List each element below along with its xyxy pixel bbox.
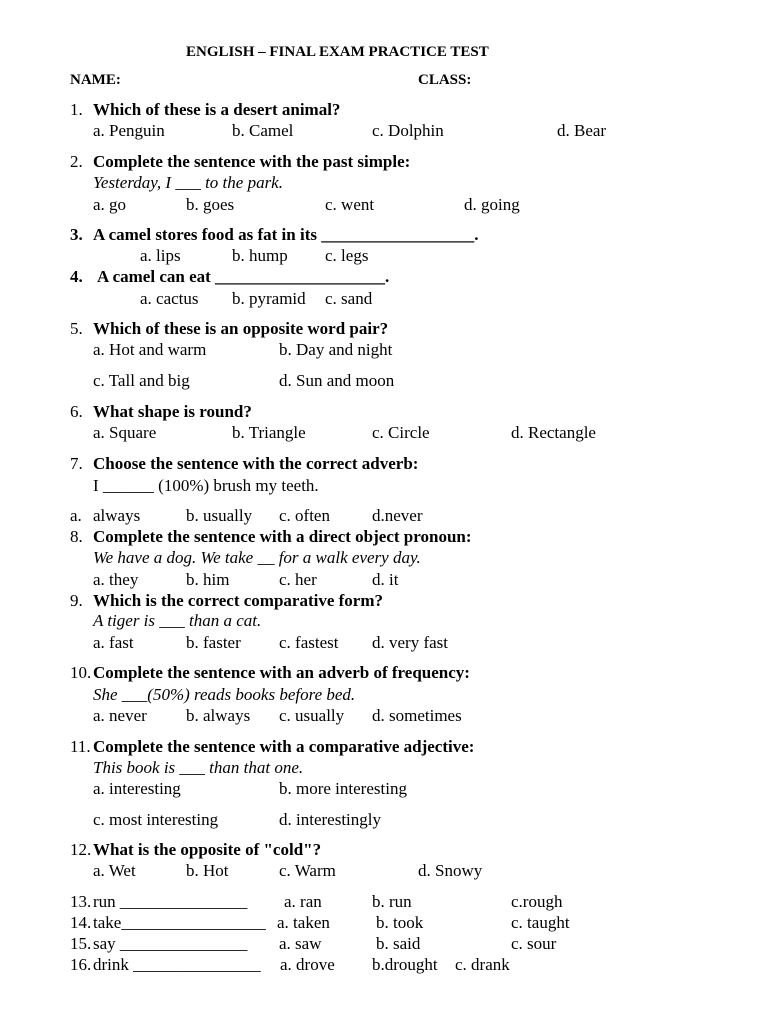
class-label: CLASS: [418,72,472,88]
verb-word: say _______________ [93,934,248,953]
option-c: c. Warm [279,861,336,880]
option-b: b. pyramid [232,289,306,308]
question-number: 3. [70,225,83,244]
option-d: d. sometimes [372,706,462,725]
option-b: b. usually [186,506,253,525]
question-prompt: This book is ___ than that one. [93,758,304,777]
option-b: b. Triangle [232,423,306,442]
option-d: d.never [372,506,423,525]
option-c: c. most interesting [93,810,219,829]
option-a-marker: a. [70,506,82,525]
option-a: a. Hot and warm [93,340,207,359]
option-b: b. run [372,892,412,911]
question-prompt: We have a dog. We take __ for a walk every day. [93,548,421,567]
option-d: d. Bear [557,121,607,140]
option-c: c.rough [511,892,563,911]
option-b: b. hump [232,246,288,265]
question-number: 13. [70,892,92,911]
option-c: c. often [279,506,330,525]
question-number: 4. [70,267,83,286]
option-b: b. faster [186,633,241,652]
question-prompt: Yesterday, I ___ to the park. [93,173,283,192]
question-prompt: She ___(50%) reads books before bed. [93,685,356,704]
option-c: c. taught [511,913,570,932]
option-b: b.drought [372,955,438,974]
question-text: Which is the correct comparative form? [93,591,384,610]
question-number: 14. [70,913,92,932]
option-a: a. never [93,706,147,725]
option-b: b. Day and night [279,340,393,359]
option-c: c. sour [511,934,557,953]
question-number: 12. [70,840,92,859]
option-b: b. took [376,913,424,932]
name-label: NAME: [70,72,121,88]
question-number: 5. [70,319,83,338]
option-a: a. Penguin [93,121,165,140]
question-number: 11. [70,737,91,756]
option-a: a. drove [280,955,335,974]
option-c: c. fastest [279,633,339,652]
option-c: c. Circle [372,423,430,442]
question-text: Which of these is an opposite word pair? [93,319,389,338]
option-b: b. him [186,570,230,589]
option-b: b. more interesting [279,779,407,798]
option-a: a. fast [93,633,134,652]
verb-word: take_________________ [93,913,266,932]
question-number: 2. [70,152,83,171]
question-number: 8. [70,527,83,546]
option-a: always [93,506,141,525]
question-number: 10. [70,663,92,682]
verb-word: run _______________ [93,892,248,911]
option-d: d. Sun and moon [279,371,395,390]
option-a: a. go [93,195,127,214]
option-b: b. Hot [186,861,229,880]
option-c: c. usually [279,706,345,725]
question-number: 9. [70,591,83,610]
page-title: ENGLISH – FINAL EXAM PRACTICE TEST [186,44,489,60]
question-number: 6. [70,402,83,421]
option-c: c. her [279,570,317,589]
option-a: a. saw [279,934,322,953]
option-b: b. said [376,934,421,953]
option-a: a. Wet [93,861,136,880]
option-b: b. goes [186,195,235,214]
option-c: c. legs [325,246,369,265]
question-prompt: I ______ (100%) brush my teeth. [93,476,319,495]
option-a: a. lips [140,246,181,265]
question-text: What is the opposite of "cold"? [93,840,322,859]
question-text: A camel stores food as fat in its __________________. [93,225,479,244]
option-d: d. Rectangle [511,423,596,442]
option-d: d. it [372,570,399,589]
option-a: a. they [93,570,139,589]
question-text: Complete the sentence with a direct object pronoun: [93,527,472,546]
option-c: c. Tall and big [93,371,190,390]
question-text: Complete the sentence with the past simple: [93,152,411,171]
option-c: c. Dolphin [372,121,444,140]
question-text: Complete the sentence with a comparative adjective: [93,737,475,756]
option-b: b. always [186,706,251,725]
option-a: a. taken [277,913,330,932]
option-b: b. Camel [232,121,294,140]
verb-word: drink _______________ [93,955,261,974]
question-number: 1. [70,100,83,119]
question-prompt: A tiger is ___ than a cat. [93,611,262,630]
option-d: d. Snowy [418,861,483,880]
question-number: 15. [70,934,92,953]
question-text: What shape is round? [93,402,252,421]
option-d: d. going [464,195,520,214]
option-a: a. ran [284,892,322,911]
option-c: c. went [325,195,375,214]
option-c: c. sand [325,289,373,308]
option-d: d. very fast [372,633,449,652]
option-c: c. drank [455,955,510,974]
option-a: a. interesting [93,779,181,798]
question-text: A camel can eat ____________________. [97,267,390,286]
option-a: a. Square [93,423,157,442]
question-text: Choose the sentence with the correct adverb: [93,454,419,473]
question-text: Complete the sentence with an adverb of frequency: [93,663,470,682]
question-text: Which of these is a desert animal? [93,100,341,119]
question-number: 7. [70,454,83,473]
option-a: a. cactus [140,289,199,308]
question-number: 16. [70,955,92,974]
option-d: d. interestingly [279,810,381,829]
